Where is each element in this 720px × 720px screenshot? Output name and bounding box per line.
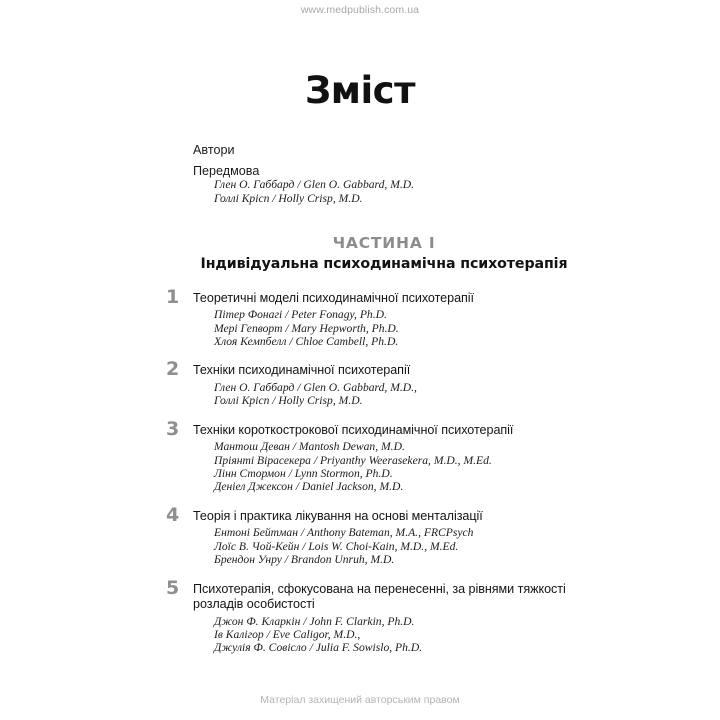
chapter-title[interactable]: Теорія і практика лікування на основі менталізації xyxy=(193,508,483,523)
part-header xyxy=(166,236,602,271)
chapter-number: 4 xyxy=(166,503,180,526)
author-line: Мантош Деван / Mantosh Dewan, M.D. xyxy=(214,440,405,454)
author-list xyxy=(214,178,602,205)
author-line: Джон Ф. Кларкін / John F. Clarkin, Ph.D. xyxy=(214,614,415,628)
author-line: Хлоя Кемпбелл / Chloe Cambell, Ph.D. xyxy=(214,335,399,349)
front-matter-entry[interactable]: Автори xyxy=(193,143,235,157)
copyright-watermark: Матеріал захищений авторським правом xyxy=(260,694,460,706)
author-list xyxy=(214,308,602,348)
author-line: Лоїс В. Чой-Кейн / Lois W. Choi-Kain, M.D., M.Ed. xyxy=(214,539,459,553)
author-line: Джулія Ф. Совісло / Julia F. Sowislo, Ph.D. xyxy=(214,641,423,655)
chapter-title[interactable]: Теоретичні моделі психодинамічної психотерапії xyxy=(193,290,475,305)
part-label: ЧАСТИНА I xyxy=(332,234,436,252)
chapter-entry[interactable] xyxy=(166,576,602,655)
author-list xyxy=(214,440,602,494)
chapter-number: 2 xyxy=(166,358,180,381)
chapter-number: 3 xyxy=(166,417,180,440)
site-watermark-top: www.medpublish.com.ua xyxy=(300,4,420,16)
chapter-title[interactable]: Техніки короткострокової психодинамічної психотерапії xyxy=(193,422,514,437)
chapter-number: 1 xyxy=(166,285,180,308)
author-line: Голлі Крісп / Holly Crisp, M.D. xyxy=(214,191,363,205)
page-title: Зміст xyxy=(304,68,416,112)
author-line: Брендон Унру / Brandon Unruh, M.D. xyxy=(214,553,395,567)
author-list xyxy=(214,526,602,566)
chapter-list xyxy=(166,285,602,655)
author-line: Глен О. Габбард / Glen O. Gabbard, M.D. xyxy=(214,178,415,192)
author-line: Ентоні Бейтман / Anthony Bateman, M.A., FRCPsych xyxy=(214,526,474,540)
chapter-entry[interactable] xyxy=(166,503,602,567)
toc-content xyxy=(166,144,602,670)
chapter-entry[interactable] xyxy=(166,285,602,349)
author-line: Лінн Стормон / Lynn Stormon, Ph.D. xyxy=(214,467,393,481)
author-line: Голлі Кріcп / Holly Crisp, M.D. xyxy=(214,394,363,408)
part-title: Індивідуальна психодинамічна психотерапія xyxy=(200,255,568,272)
chapter-title[interactable]: Техніки психодинамічної психотерапії xyxy=(193,363,411,378)
author-list xyxy=(214,381,602,408)
front-matter-entry[interactable]: Передмова xyxy=(193,163,260,178)
author-list xyxy=(214,615,602,655)
author-line: Пітер Фонагі / Peter Fonagy, Ph.D. xyxy=(214,308,387,322)
chapter-entry[interactable] xyxy=(166,358,602,408)
chapter-number: 5 xyxy=(166,576,180,599)
chapter-title[interactable]: Психотерапія, сфокусована на перенесенні, за рівнями тяжкості розладів особистості xyxy=(193,581,566,612)
author-line: Глен О. Габбард / Glen O. Gabbard, M.D., xyxy=(214,380,417,394)
author-line: Ів Калігор / Eve Caligor, M.D., xyxy=(214,627,361,641)
author-line: Пріянті Вірасекера / Priyanthy Weerasekera, M.D., M.Ed. xyxy=(214,453,492,467)
chapter-entry[interactable] xyxy=(166,417,602,494)
author-line: Мері Гепворт / Mary Hepworth, Ph.D. xyxy=(214,321,399,335)
author-line: Деніел Джексон / Daniel Jackson, M.D. xyxy=(214,480,404,494)
front-matter-list xyxy=(166,144,602,205)
